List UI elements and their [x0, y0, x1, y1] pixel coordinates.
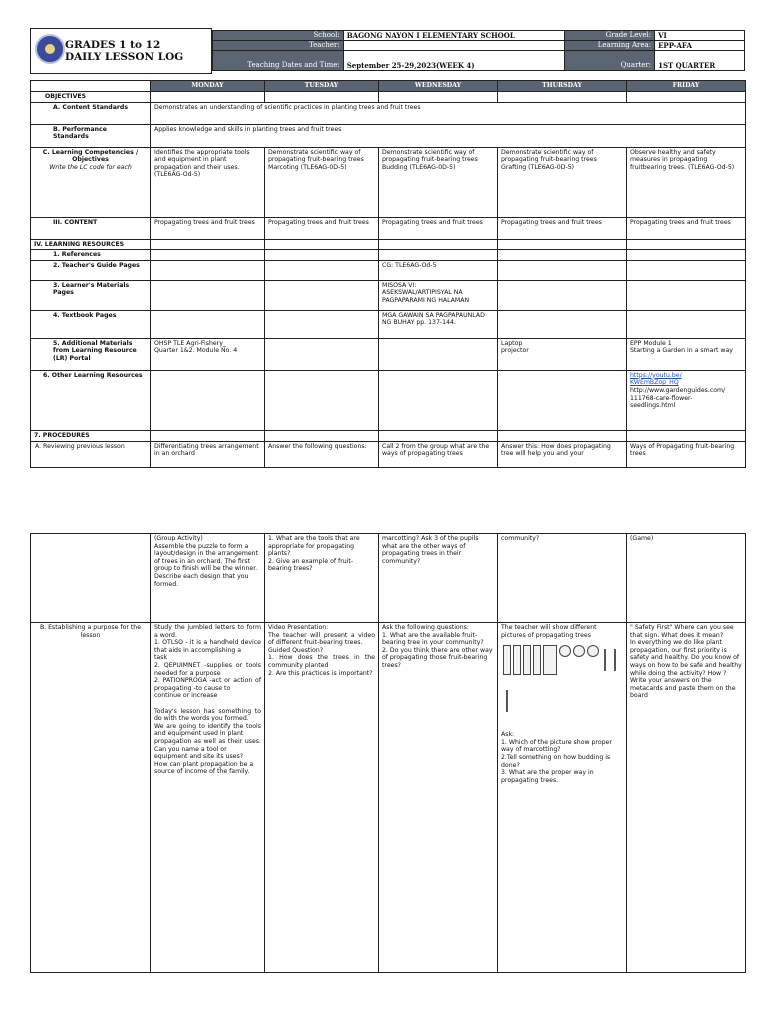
- teachers-guide-wednesday: CG: TLE6AG-Od-5: [379, 260, 498, 280]
- learners-materials-label: 3. Learner's Materials Pages: [31, 280, 151, 310]
- review-wednesday: Call 2 from the group what are the ways of propagating trees: [379, 441, 498, 467]
- review-cont-friday: (Game): [627, 534, 746, 623]
- marcotting-picture-1: [503, 645, 511, 675]
- review-thursday: Answer this: How does propagating tree will help you and your: [498, 441, 627, 467]
- content-tuesday: Propagating trees and fruit trees: [265, 217, 379, 239]
- content-wednesday: Propagating trees and fruit trees: [379, 217, 498, 239]
- dates-value: September 25-29,2023(WEEK 4): [343, 51, 565, 71]
- purpose-thursday-intro: The teacher will show different pictures of propagating trees: [501, 624, 597, 639]
- additional-friday: EPP Module 1 Starting a Garden in a smart way: [627, 338, 746, 370]
- dates-label: Teaching Dates and Time:: [213, 51, 344, 71]
- lesson-log-page-2: [30, 533, 745, 973]
- review-cont-tuesday: 1. What are the tools that are appropriate for propagating plants? 2. Give an example of fruit-bearing trees?: [265, 534, 379, 623]
- purpose-tuesday: Video Presentation: The teacher will present a video of different fruit-bearing trees. Guided Question? 1. How does the trees in the community planted 2. Are this practices is important?: [265, 623, 379, 973]
- teacher-label: Teacher:: [213, 41, 344, 51]
- gardenguides-url: http://www.gardenguides.com/ 111768-care-flower- seedlings.html: [630, 386, 726, 410]
- knife-icon: [604, 649, 606, 671]
- references-label: 1. References: [31, 250, 151, 261]
- info-table: [212, 30, 745, 71]
- additional-thursday: Laptop projector: [498, 338, 627, 370]
- competency-friday: Observe healthy and safety measures in propagating fruitbearing trees. (TLE6AG-Od-5): [627, 147, 746, 217]
- review-cont-wednesday: marcotting? Ask 3 of the pupils what are the other ways of propagating trees in their community?: [379, 534, 498, 623]
- propagation-pictures: [503, 645, 621, 725]
- title-line-1: GRADES 1 to 12: [65, 39, 161, 51]
- purpose-monday: Study the jumbled letters to form a word. 1. OTLSO - it is a handheld device that aids in accomplishing a task 2. QEPUIMNET -supplies or tools needed for a purpose 2. PATIONPROGA -act or action of propagating -to cause to continue or increase Today's lesson has something to do with the words you formed. We are going to identify the tools and equipment used in plant propagation as well as their uses. Can you name a tool or equipment and site its uses? How can plant propagation be a source of income of the family.: [151, 623, 265, 973]
- deped-seal-icon: [35, 34, 65, 64]
- purpose-friday: " Safety First" Where can you see that sign. What does it mean? In everything we do like plant propagation, our first priority is safety and healthy. Do you know of ways on how to be safe and healthy while doing the activity? How ? Write your answers on the metacards and paste them on the board: [627, 623, 746, 973]
- grade-level-value: VI: [655, 31, 745, 41]
- review-cont-monday: (Group Activity) Assemble the puzzle to form a layout/design in the arrangement of trees in an orchard. The first group to finish will be the winner. Describe each design that you formed.: [151, 534, 265, 623]
- competency-tuesday: Demonstrate scientific way of propagating fruit-bearing trees Marcoting (TLE6AG-0D-5): [265, 147, 379, 217]
- review-tuesday: Answer the following questions:: [265, 441, 379, 467]
- learners-materials-wednesday: MISOSA VI: ASEKSWAL/ARTIPISYAL NA PAGPAPARAMI NG HALAMAN: [379, 280, 498, 310]
- other-resources-label: 6. Other Learning Resources: [31, 370, 151, 430]
- quarter-label: Quarter:: [565, 51, 655, 71]
- teacher-value: [343, 41, 565, 51]
- procedures-label: 7. PROCEDURES: [31, 430, 151, 441]
- day-wednesday: WEDNESDAY: [379, 81, 498, 92]
- header: [30, 28, 745, 74]
- day-tuesday: TUESDAY: [265, 81, 379, 92]
- competencies-label: C. Learning Competencies / Objectives: [42, 148, 139, 164]
- day-thursday: THURSDAY: [498, 81, 627, 92]
- competency-wednesday: Demonstrate scientific way of propagating fruit-bearing trees Budding (TLE6AG-0D-5): [379, 147, 498, 217]
- shears-icon: [614, 649, 616, 671]
- content-monday: Propagating trees and fruit trees: [151, 217, 265, 239]
- purpose-label: B. Establishing a purpose for the lesson: [31, 623, 151, 973]
- budding-picture-2: [533, 645, 541, 675]
- lesson-table: [30, 80, 746, 468]
- performance-standards-label: B. Performance Standards: [31, 124, 151, 147]
- budding-picture-1: [523, 645, 531, 675]
- textbook-wednesday: MGA GAWAIN SA PAGPAPAUNLAD NG BUHAY pp. 137-144.: [379, 310, 498, 338]
- learning-area-value: EPP-AFA: [655, 41, 745, 51]
- day-friday: FRIDAY: [627, 81, 746, 92]
- review-label: A. Reviewing previous lesson: [31, 441, 151, 467]
- grade-level-label: Grade Level:: [565, 31, 655, 41]
- competency-monday: Identifies the appropriate tools and equipment in plant propagation and their uses. (TLE6AG-Od-5): [151, 147, 265, 217]
- teachers-guide-label: 2. Teacher's Guide Pages: [31, 260, 151, 280]
- learning-area-label: Learning Area:: [565, 41, 655, 51]
- competency-thursday: Demonstrate scientific way of propagating fruit-bearing trees Grafting (TLE6AG-0D-5): [498, 147, 627, 217]
- review-friday: Ways of Propagating fruit-bearing trees: [627, 441, 746, 467]
- review-cont-thursday: community?: [498, 534, 627, 623]
- youtube-link[interactable]: https://youtu.be/ KWEmBZop_HQ: [630, 371, 682, 387]
- performance-standards: Applies knowledge and skills in planting trees and fruit trees: [151, 124, 746, 147]
- quarter-value: 1ST QUARTER: [655, 51, 745, 71]
- additional-materials-label: 5. Additional Materials from Learning Resource (LR) Portal: [31, 338, 151, 370]
- textbook-label: 4. Textbook Pages: [31, 310, 151, 338]
- content-friday: Propagating trees and fruit trees: [627, 217, 746, 239]
- lesson-log-page-1: [30, 28, 745, 468]
- title-box: [30, 28, 212, 74]
- lesson-table-continued: [30, 533, 746, 973]
- school-label: School:: [213, 31, 344, 41]
- competencies-note: Write the LC code for each: [49, 163, 132, 171]
- purpose-thursday-questions: Ask: 1. Which of the picture show proper way of marcotting? 2.Tell something on how budding is done? 3. What are the proper way in propagating trees.: [501, 731, 612, 784]
- review-monday: Differentiating trees arrangement in an orchard: [151, 441, 265, 467]
- grafting-picture-1: [543, 645, 557, 675]
- content-standards: Demonstrates an understanding of scientific practices in planting trees and fruit trees: [151, 102, 746, 124]
- school-value: BAGONG NAYON I ELEMENTARY SCHOOL: [343, 31, 565, 41]
- content-label: III. CONTENT: [31, 217, 151, 239]
- title-line-2: DAILY LESSON LOG: [65, 51, 184, 63]
- objectives-label: OBJECTIVES: [31, 92, 151, 103]
- grafting-picture-4: [587, 645, 599, 657]
- content-standards-label: A. Content Standards: [31, 102, 151, 124]
- day-monday: MONDAY: [151, 81, 265, 92]
- grafting-picture-2: [559, 645, 571, 657]
- additional-monday: OHSP TLE Agri-Fishery_ Quarter 1&2. Module No. 4: [151, 338, 265, 370]
- trowel-icon: [506, 690, 508, 712]
- marcotting-picture-2: [513, 645, 521, 675]
- grafting-picture-3: [573, 645, 585, 657]
- resources-label: IV. LEARNING RESOURCES: [31, 239, 151, 250]
- purpose-wednesday: Ask the following questions: 1. What are the available fruit-bearing tree in your community? 2. Do you think there are other way of propagating those fruit-bearing trees?: [379, 623, 498, 973]
- content-thursday: Propagating trees and fruit trees: [498, 217, 627, 239]
